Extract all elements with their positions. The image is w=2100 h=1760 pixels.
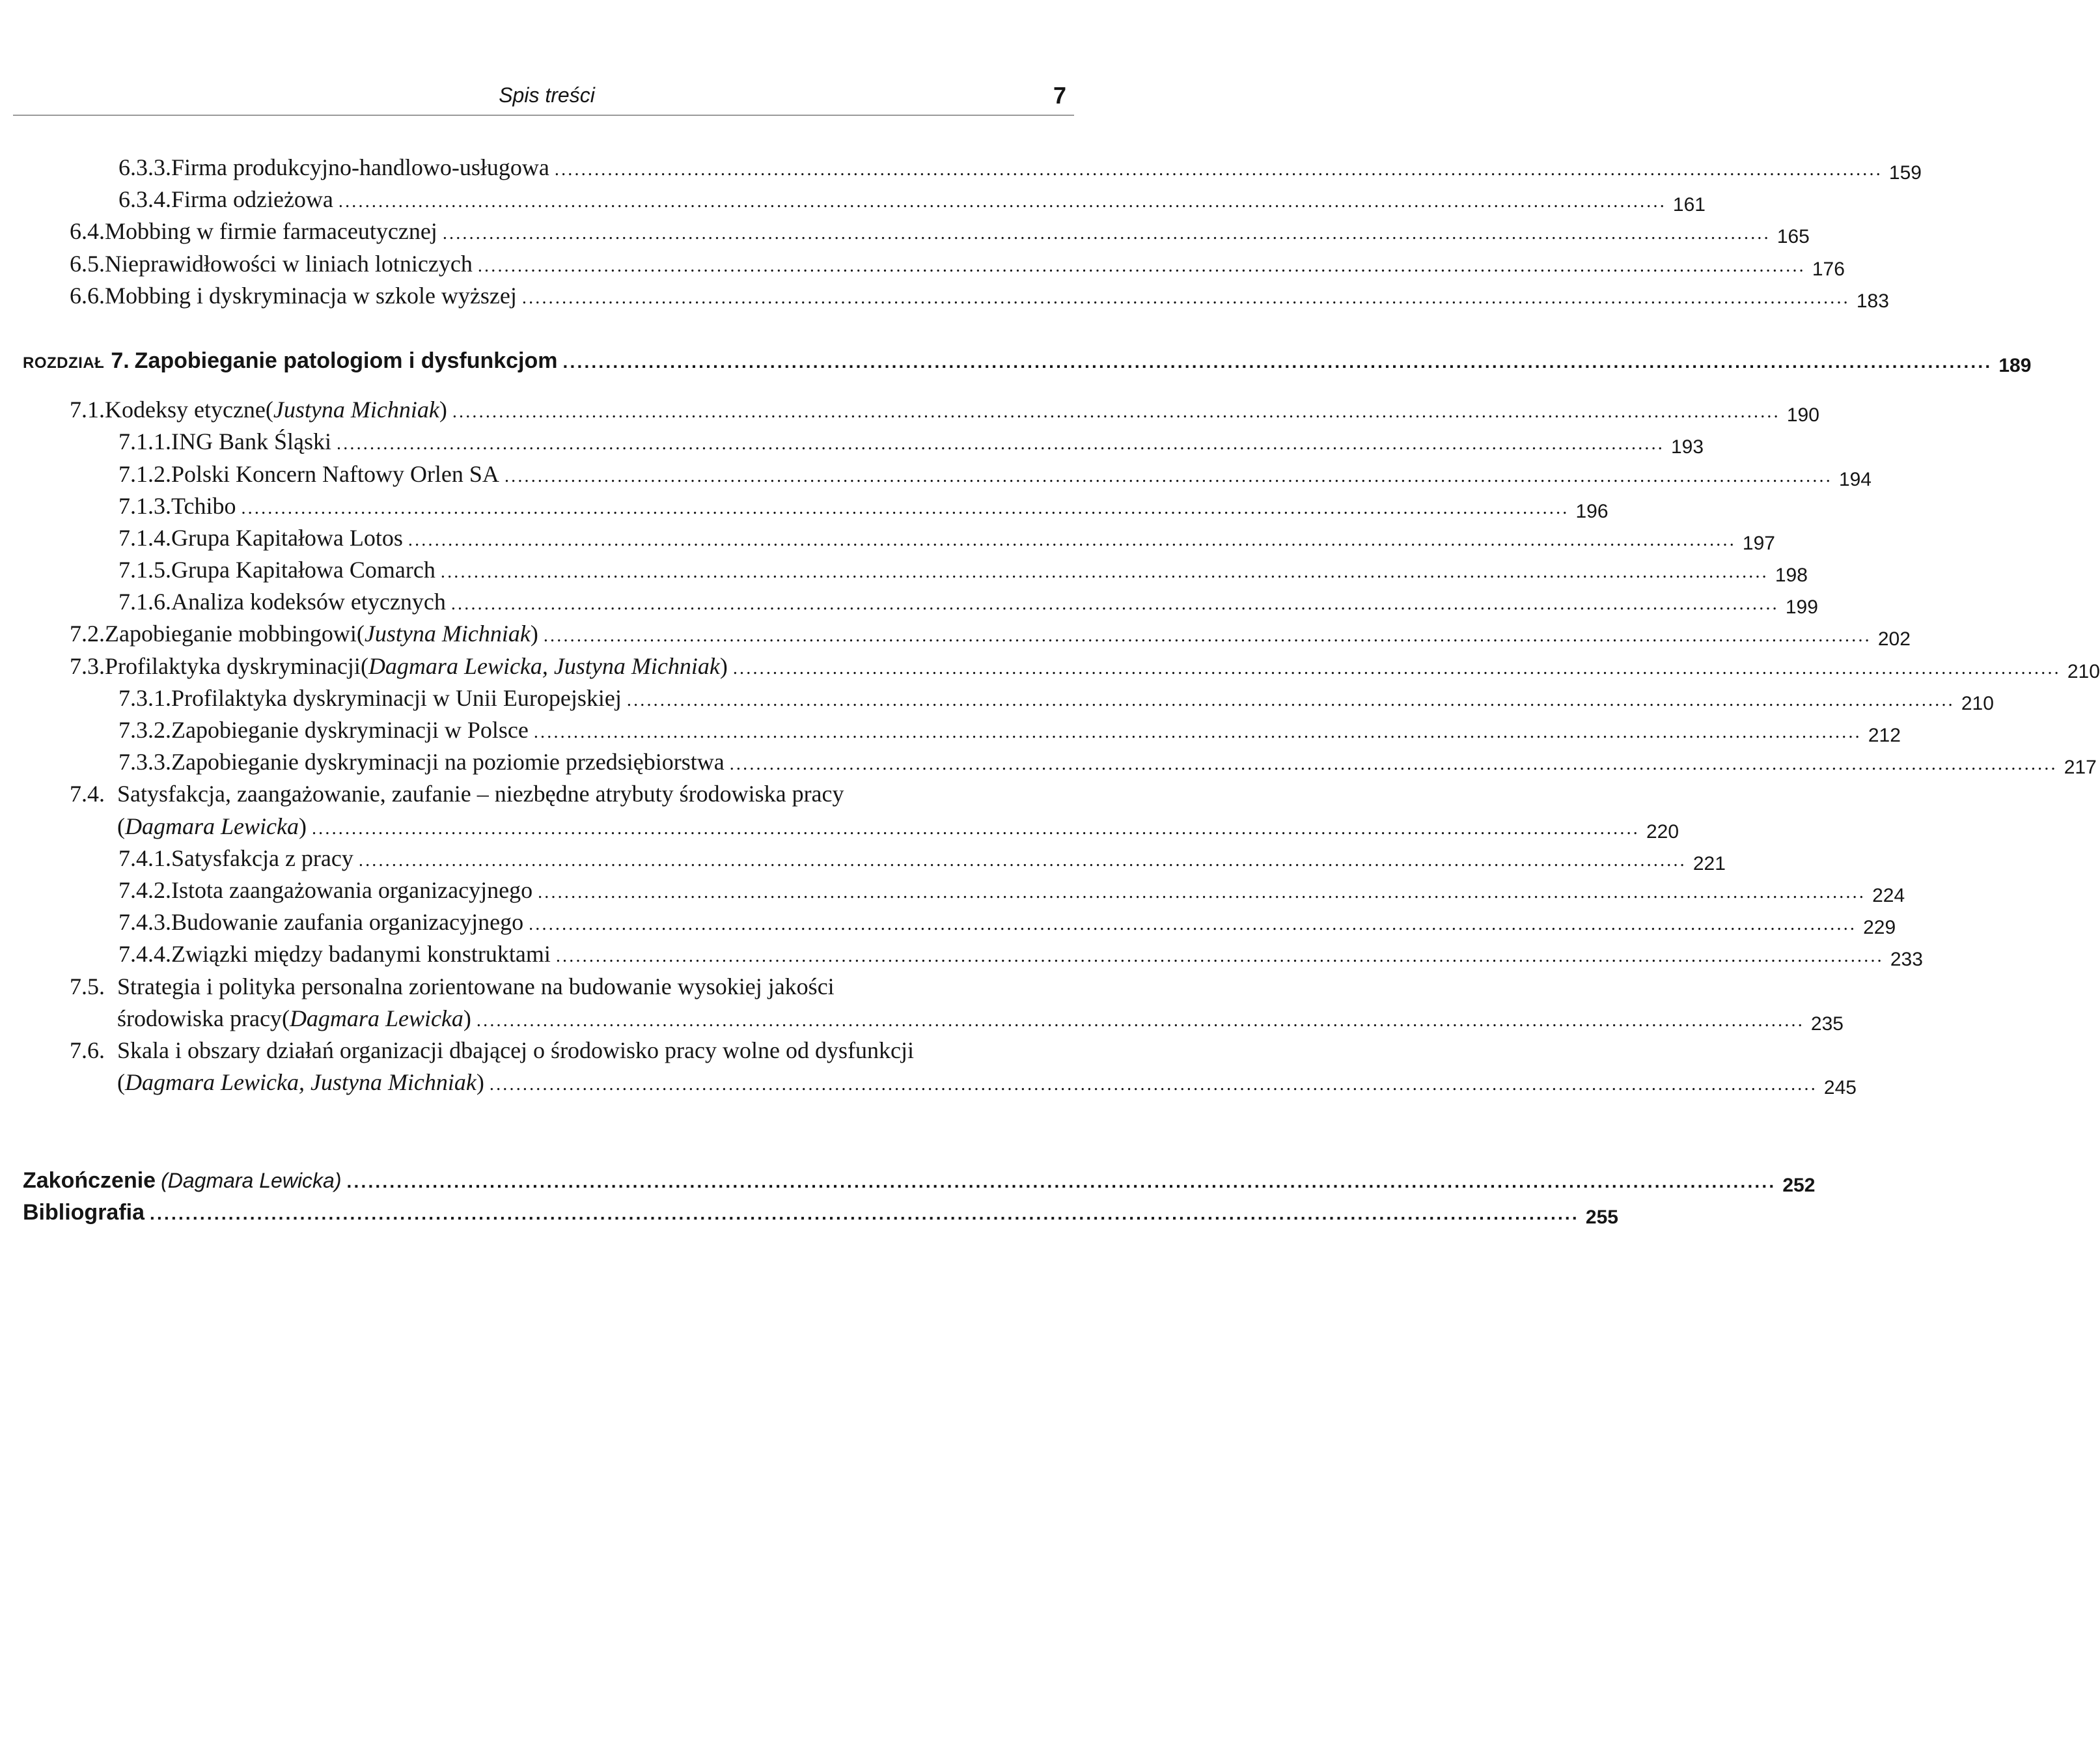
page-ref: 210 [2067,660,2100,682]
dot-leader: ........................................................................................................................................................................................................ [346,1171,1776,1192]
page-ref: 194 [1838,468,1872,490]
entry-title: Analiza kodeksów etycznych [171,589,446,615]
page-ref: 229 [1863,917,1896,939]
entry-title: Zapobieganie mobbingowi [105,621,357,647]
dot-leader: ........................................................................................................................................................................................................ [504,466,1832,486]
dot-leader: ........................................................................................................................................................................................................ [452,402,1780,423]
page-ref: 165 [1776,226,1810,248]
entry-title: Grupa Kapitałowa Comarch [171,557,435,583]
spacer [0,1100,1162,1168]
dot-leader: ........................................................................................................................................................................................................ [543,626,1872,647]
section-number: 7.1.5. [118,557,171,583]
toc-entry [0,652,2100,684]
entry-title: ING Bank Śląski [171,428,331,455]
entry-title: Firma produkcyjno-handlowo-usługowa [171,154,549,180]
section-number: 7.4.2. [118,876,171,903]
dot-leader: ........................................................................................................................................................................................................ [555,946,1884,967]
dot-leader: ........................................................................................................................................................................................................ [477,255,1806,276]
page-ref: 212 [1868,725,1901,746]
entry-title: środowiska pracy [117,1005,282,1031]
chapter-number: 7. [111,348,130,373]
spacer [0,314,1162,348]
toc-entry [0,748,2097,780]
section-number: 7.6. [70,1037,105,1063]
entry-title: Mobbing w firmie farmaceutycznej [105,218,437,245]
dot-leader: ........................................................................................................................................................................................................ [150,1203,1579,1224]
dot-leader: ........................................................................................................................................................................................................ [729,754,2058,775]
toc-entry [0,973,1162,1005]
toc-entry [0,250,1845,282]
entry-title: Tchibo [171,492,236,519]
section-number: 7.4.3. [118,909,171,936]
toc-entry [0,620,1911,652]
section-number: 7.5. [70,973,105,999]
dot-leader: ........................................................................................................................................................................................................ [626,690,1955,710]
entry-author: (Justyna Michniak) [265,397,447,423]
section-number: 6.5. [70,250,105,277]
page-ref: 221 [1692,852,1726,874]
section-number: 6.3.3. [118,154,171,180]
section-number: 7.4. [70,781,105,807]
running-header-title: Spis treści [499,83,595,107]
page-ref: 245 [1823,1077,1857,1099]
page-ref: 224 [1872,884,1905,906]
entry-title: Profilaktyka dyskryminacji w Unii Europejskiej [171,684,622,711]
section-number: 6.4. [70,218,105,245]
toc-entry [0,876,1905,908]
page-ref: 199 [1785,596,1818,619]
toc-entry [0,556,1808,588]
toc-entry [0,217,1810,249]
page-ref: 202 [1877,628,1911,650]
entry-title: Profilaktyka dyskryminacji [105,652,361,679]
dot-leader: ........................................................................................................................................................................................................ [311,818,1640,839]
entry-author: (Dagmara Lewicka) [281,1005,471,1031]
toc-entry-continuation [0,1005,1844,1037]
page-ref: 193 [1671,436,1704,458]
toc-entry [0,460,1872,492]
page-ref: 220 [1646,820,1679,843]
entry-title: Zapobieganie dyskryminacji na poziomie przedsiębiorstwa [171,749,725,775]
page-ref: 190 [1786,404,1819,426]
toc-entry [0,684,1994,716]
section-number: 7.4.4. [118,941,171,968]
entry-author: (Justyna Michniak) [356,621,538,647]
toc-entry [0,908,1896,940]
author-name: Justyna Michniak [273,397,439,423]
page-ref: 233 [1890,949,1923,971]
header-rule [13,115,1074,116]
section-number: 7.3. [70,652,105,679]
section-number: 7.4.1. [118,845,171,871]
section-number: 7.1. [70,397,105,423]
toc-end-entry [0,1200,1618,1232]
section-number: 7.1.1. [118,428,171,455]
entry-author: (Dagmara Lewicka, Justyna Michniak) [117,1069,484,1096]
entry-title: Zapobieganie dyskryminacji w Polsce [171,717,529,743]
dot-leader: ........................................................................................................................................................................................................ [476,1010,1804,1031]
toc-entry [0,940,1923,972]
page-ref: 197 [1742,532,1775,554]
section-number: 7.1.2. [118,460,171,487]
section-number: 7.1.6. [118,589,171,615]
dot-leader: ........................................................................................................................................................................................................ [554,160,1883,180]
author-name: Dagmara Lewicka [125,813,299,839]
entry-title: Satysfakcja z pracy [171,845,353,871]
section-number: 7.1.4. [118,524,171,551]
entry-title: Nieprawidłowości w liniach lotniczych [105,250,473,277]
toc-entry [0,845,1726,876]
dot-leader: ........................................................................................................................................................................................................ [440,562,1769,583]
toc-entry [0,1037,1162,1069]
toc-entry [0,524,1775,556]
author-name: Dagmara Lewicka [167,1169,335,1193]
page-ref: 189 [1998,354,2032,376]
chapter-label: ROZDZIAŁ [23,354,105,372]
section-number: 6.6. [70,282,105,309]
page-ref: 161 [1672,194,1706,216]
page-ref: 176 [1812,258,1845,280]
dot-leader: ........................................................................................................................................................................................................ [489,1074,1817,1095]
author-name: Dagmara Lewicka, Justyna Michniak [125,1069,477,1096]
page-ref: 255 [1585,1207,1618,1229]
entry-title: Zakończenie [23,1168,156,1194]
entry-title: Skala i obszary działań organizacji dbającej o środowisko pracy wolne od dysfunkcji [117,1037,914,1063]
entry-author: (Dagmara Lewicka, Justyna Michniak) [360,652,728,679]
toc-entry [0,282,1889,314]
page-number: 7 [1053,82,1066,109]
entry-title: Istota zaangażowania organizacyjnego [171,876,533,903]
toc-entry [0,396,1819,428]
entry-title: Bibliografia [23,1200,145,1225]
page-ref: 183 [1856,290,1889,312]
toc-entry-continuation [0,813,1679,845]
spacer [0,380,1162,396]
dot-leader: ........................................................................................................................................................................................................ [533,722,1862,742]
toc-entry-continuation [0,1069,1857,1100]
chapter-title: Zapobieganie patologiom i dysfunkcjom [134,348,558,373]
entry-title: Polski Koncern Naftowy Orlen SA [171,460,499,487]
dot-leader: ........................................................................................................................................................................................................ [450,594,1779,615]
page-ref: 210 [1961,692,1994,714]
toc-entry [0,588,1818,620]
dot-leader: ........................................................................................................................................................................................................ [562,351,1993,372]
dot-leader: ........................................................................................................................................................................................................ [338,191,1666,212]
author-name: Justyna Michniak [364,621,531,647]
section-number: 7.3.3. [118,749,171,775]
entry-title: Budowanie zaufania organizacyjnego [171,909,524,936]
entry-title: Grupa Kapitałowa Lotos [171,524,403,551]
section-number: 6.3.4. [118,186,171,213]
section-number: 7.2. [70,621,105,647]
entry-title: Kodeksy etyczne [105,397,266,423]
dot-leader: ........................................................................................................................................................................................................ [337,434,1665,454]
section-number: 7.3.1. [118,684,171,711]
dot-leader: ........................................................................................................................................................................................................ [358,850,1687,871]
entry-author: (Dagmara Lewicka) [117,813,307,839]
table-of-contents [0,154,2100,1233]
dot-leader: ........................................................................................................................................................................................................ [241,497,1569,518]
toc-entry [0,186,1706,217]
dot-leader: ........................................................................................................................................................................................................ [442,223,1771,244]
page-ref: 217 [2064,757,2097,779]
entry-title: Strategia i polityka personalna zorientowane na budowanie wysokiej jakości [117,973,835,999]
page-ref: 235 [1810,1013,1844,1035]
toc-entry [0,154,1922,186]
toc-end-entry [0,1168,1816,1200]
dot-leader: ........................................................................................................................................................................................................ [732,658,2061,678]
entry-title: Satysfakcja, zaangażowanie, zaufanie – niezbędne atrybuty środowiska pracy [117,781,844,807]
entry-title: Mobbing i dyskryminacja w szkole wyższej [105,282,517,309]
dot-leader: ........................................................................................................................................................................................................ [521,287,1850,308]
toc-entry [0,492,1609,524]
toc-chapter-entry [0,348,2032,380]
page-ref: 198 [1775,565,1808,587]
entry-title: Związki między badanymi konstruktami [171,941,551,968]
dot-leader: ........................................................................................................................................................................................................ [529,914,1857,935]
entry-title: Firma odzieżowa [171,186,333,213]
page-ref: 252 [1782,1175,1816,1197]
page-ref: 159 [1888,162,1922,184]
author-name: Dagmara Lewicka, Justyna Michniak [368,652,720,679]
entry-author: (Dagmara Lewicka) [161,1169,342,1193]
toc-entry [0,716,1901,748]
toc-entry [0,780,1162,812]
dot-leader: ........................................................................................................................................................................................................ [538,882,1866,902]
toc-entry [0,428,1704,460]
dot-leader: ........................................................................................................................................................................................................ [408,529,1736,550]
author-name: Dagmara Lewicka [289,1005,463,1031]
section-number: 7.1.3. [118,492,171,519]
section-number: 7.3.2. [118,717,171,743]
page-ref: 196 [1575,500,1609,522]
